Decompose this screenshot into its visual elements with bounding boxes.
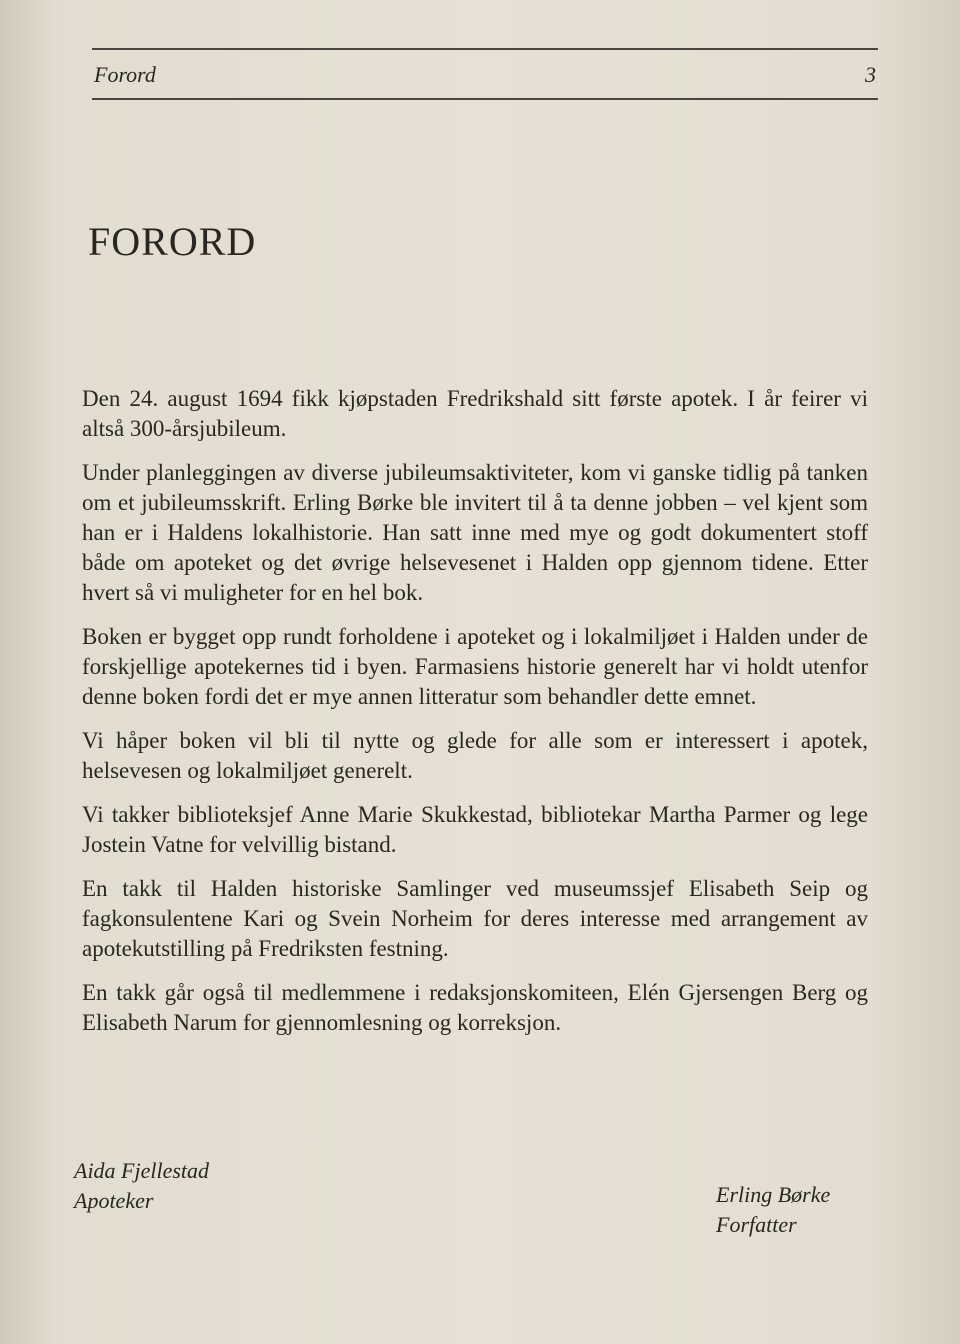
paragraph: En takk til Halden historiske Samlinger ved museumssjef Elisabeth Seip og fagkonsulentene Kari og Svein Norheim for deres interesse med arrangement av apotekutstilling på Fredriksten festning.: [82, 876, 868, 961]
running-head-title: Forord: [94, 62, 156, 87]
paragraph: En takk går også til medlemmene i redaksjonskomiteen, Elén Gjersengen Berg og Elisabeth Narum for gjennomlesning og korreksjon.: [82, 980, 868, 1035]
page-number: 3: [865, 62, 876, 87]
paragraph: Vi håper boken vil bli til nytte og glede for alle som er interessert i apotek, helsevesen og lokalmiljøet generelt.: [82, 728, 868, 783]
signature-right-name: Erling Børke: [716, 1182, 831, 1207]
signature-right: [716, 1180, 830, 1240]
running-head: [92, 48, 878, 102]
signature-right-role: Forfatter: [716, 1212, 797, 1237]
header-bottom-rule: [92, 98, 878, 100]
paragraph: Under planleggingen av diverse jubileumsaktiviteter, kom vi ganske tidlig på tanken om et jubileumsskrift. Erling Børke ble invitert til å ta denne jobben – vel kjent som han er i Haldens lokalhistorie. Han satt inne med mye og godt dokumentert stoff både om apoteket og det øvrige helsevesenet i Halden opp gjennom tidene. Etter hvert så vi muligheter for en hel bok.: [82, 460, 868, 605]
paragraph: Boken er bygget opp rundt forholdene i apoteket og i lokalmiljøet i Halden under de forskjellige apotekernes tid i byen. Farmasiens historie generelt har vi holdt utenfor denne boken fordi det er mye annen litteratur som behandler dette emnet.: [82, 624, 868, 709]
signature-left-role: Apoteker: [74, 1188, 154, 1213]
body-text: [82, 384, 868, 1052]
paragraph: Den 24. august 1694 fikk kjøpstaden Fredrikshald sitt første apotek. I år feirer vi altså 300-årsjubileum.: [82, 386, 868, 441]
paragraph: Vi takker biblioteksjef Anne Marie Skukkestad, bibliotekar Martha Parmer og lege Jostein Vatne for velvillig bistand.: [82, 802, 868, 857]
signature-left: [74, 1156, 209, 1216]
header-top-rule: [92, 48, 878, 50]
signature-left-name: Aida Fjellestad: [74, 1158, 210, 1183]
chapter-title: FORORD: [88, 219, 257, 264]
